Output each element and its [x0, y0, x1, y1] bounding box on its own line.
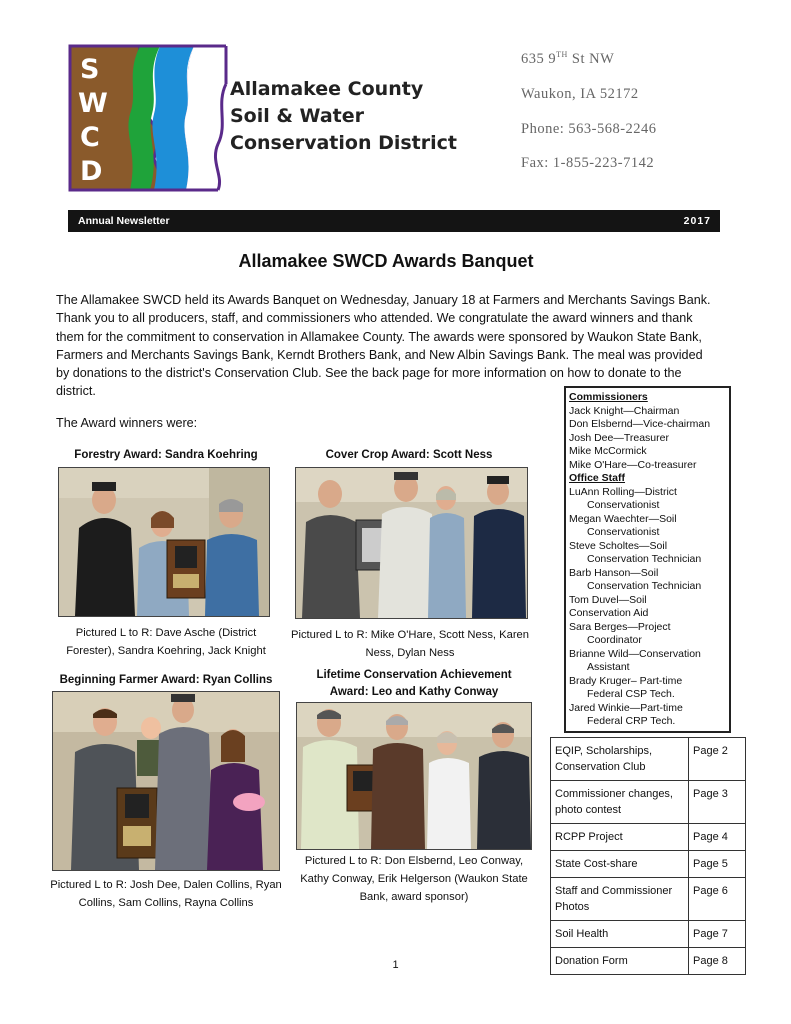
toc-page: Page 4	[689, 824, 746, 851]
commissioner-item: Josh Dee—Treasurer	[569, 431, 669, 444]
org-line-2: Soil & Water	[230, 105, 365, 127]
beginning-farmer-award-caption: Pictured L to R: Josh Dee, Dalen Collins, Ryan Collins, Sam Collins, Rayna Collins	[50, 879, 282, 909]
commissioners-staff-box	[564, 386, 731, 733]
lifetime-award-photo	[296, 702, 532, 850]
staff-item-role: Federal CRP Tech.	[587, 715, 676, 727]
toc-page: Page 7	[689, 921, 746, 948]
org-line-3: Conservation District	[230, 132, 457, 154]
staff-item-name: Tom Duvel—Soil	[569, 593, 647, 606]
toc-topic: Commissioner changes, photo contest	[551, 781, 689, 824]
table-of-contents	[550, 737, 746, 975]
office-staff-heading: Office Staff	[569, 472, 626, 484]
staff-item-role: Conservation Technician	[587, 553, 702, 565]
address-superscript: TH	[556, 50, 568, 59]
banner-year: 2017	[683, 215, 711, 227]
phone: Phone: 563-568-2246	[521, 121, 657, 137]
fax: Fax: 1-855-223-7142	[521, 155, 655, 171]
commissioners-heading: Commissioners	[569, 391, 648, 403]
staff-item-name: Brianne Wild—Conservation	[569, 647, 701, 660]
toc-topic: RCPP Project	[551, 824, 689, 851]
lifetime-award-caption: Pictured L to R: Don Elsbernd, Leo Conway, Kathy Conway, Erik Helgerson (Waukon State Bank, award sponsor)	[300, 855, 528, 903]
forestry-award-caption: Pictured L to R: Dave Asche (District Forester), Sandra Koehring, Jack Knight	[66, 627, 266, 657]
staff-item-name: Barb Hanson—Soil	[569, 566, 659, 579]
winners-intro: The Award winners were:	[56, 416, 198, 430]
cover-crop-award-caption: Pictured L to R: Mike O'Hare, Scott Ness, Karen Ness, Dylan Ness	[291, 629, 529, 659]
commissioner-item: Don Elsbernd—Vice-chairman	[569, 418, 711, 430]
commissioner-item: Jack Knight—Chairman	[569, 404, 680, 417]
cover-crop-award-title: Cover Crop Award: Scott Ness	[325, 449, 493, 461]
staff-item-name: Jared Winkie—Part-time	[569, 701, 683, 714]
logo-letter-d: D	[80, 156, 103, 187]
logo-letter-s: S	[80, 54, 100, 85]
staff-item-name: Steve Scholtes—Soil	[569, 539, 668, 552]
toc-page: Page 3	[689, 781, 746, 824]
toc-row[interactable]	[551, 851, 746, 878]
swcd-logo	[68, 44, 228, 192]
staff-item-role: Assistant	[587, 661, 630, 673]
lifetime-award-title	[294, 667, 534, 701]
lifetime-award-title-line-1: Lifetime Conservation Achievement	[316, 669, 512, 681]
article-title: Allamakee SWCD Awards Banquet	[238, 251, 534, 271]
article-intro: The Allamakee SWCD held its Awards Banquet on Wednesday, January 18 at Farmers and Merchants Savings Bank. Thank you to all producers, staff, and commissioners who attended. We congratulate the award winners and thank them for the commitment to conservation in Allamakee County. The awards were sponsored by Waukon State Bank, Farmers and Merchants Savings Bank, Kerndt Brothers Bank, and New Albin Savings Bank. The meal was provided by donations to the district's Conservation Club. See the back page for more information on how to donate to the district.	[56, 293, 711, 399]
newsletter-banner	[68, 210, 720, 232]
staff-item-name: Megan Waechter—Soil	[569, 512, 677, 525]
staff-item-role: Conservationist	[587, 499, 660, 511]
toc-topic: State Cost-share	[551, 851, 689, 878]
staff-item-role: Conservation Aid	[569, 607, 649, 619]
logo-letter-c: C	[80, 122, 100, 153]
toc-topic: Soil Health	[551, 921, 689, 948]
address-line-1	[521, 50, 614, 68]
page-number: 1	[392, 959, 399, 971]
organization-name	[230, 76, 457, 157]
org-line-1: Allamakee County	[230, 78, 424, 100]
banner-label: Annual Newsletter	[78, 215, 170, 227]
address-line-2: Waukon, IA 52172	[521, 86, 639, 102]
staff-item-role: Conservationist	[587, 526, 660, 538]
logo-letter-w: W	[78, 88, 108, 119]
toc-row[interactable]	[551, 878, 746, 921]
toc-page: Page 6	[689, 878, 746, 921]
cover-crop-award-photo	[295, 467, 528, 619]
staff-item-name: Sara Berges—Project	[569, 620, 671, 633]
commissioner-item: Mike McCormick	[569, 445, 647, 457]
staff-item-role: Conservation Technician	[587, 580, 702, 592]
toc-row[interactable]	[551, 781, 746, 824]
toc-topic: EQIP, Scholarships, Conservation Club	[551, 738, 689, 781]
staff-item-role: Coordinator	[587, 634, 642, 646]
forestry-award-photo	[58, 467, 270, 617]
lifetime-award-title-line-2: Award: Leo and Kathy Conway	[329, 686, 499, 698]
commissioner-item: Mike O'Hare—Co-treasurer	[569, 458, 697, 471]
staff-item-role: Federal CSP Tech.	[587, 688, 675, 700]
staff-item-name: LuAnn Rolling—District	[569, 485, 677, 498]
beginning-farmer-award-photo	[52, 691, 280, 871]
toc-row[interactable]	[551, 738, 746, 781]
address-number: 635 9	[521, 50, 557, 67]
toc-page: Page 2	[689, 738, 746, 781]
toc-row[interactable]	[551, 824, 746, 851]
staff-item-name: Brady Kruger– Part-time	[569, 674, 683, 687]
address-street: St NW	[567, 50, 615, 67]
toc-topic: Staff and Commissioner Photos	[551, 878, 689, 921]
forestry-award-title: Forestry Award: Sandra Koehring	[74, 449, 258, 461]
toc-page: Page 5	[689, 851, 746, 878]
toc-topic: Donation Form	[551, 948, 689, 975]
toc-row[interactable]	[551, 921, 746, 948]
toc-page: Page 8	[689, 948, 746, 975]
beginning-farmer-award-title: Beginning Farmer Award: Ryan Collins	[59, 674, 273, 686]
